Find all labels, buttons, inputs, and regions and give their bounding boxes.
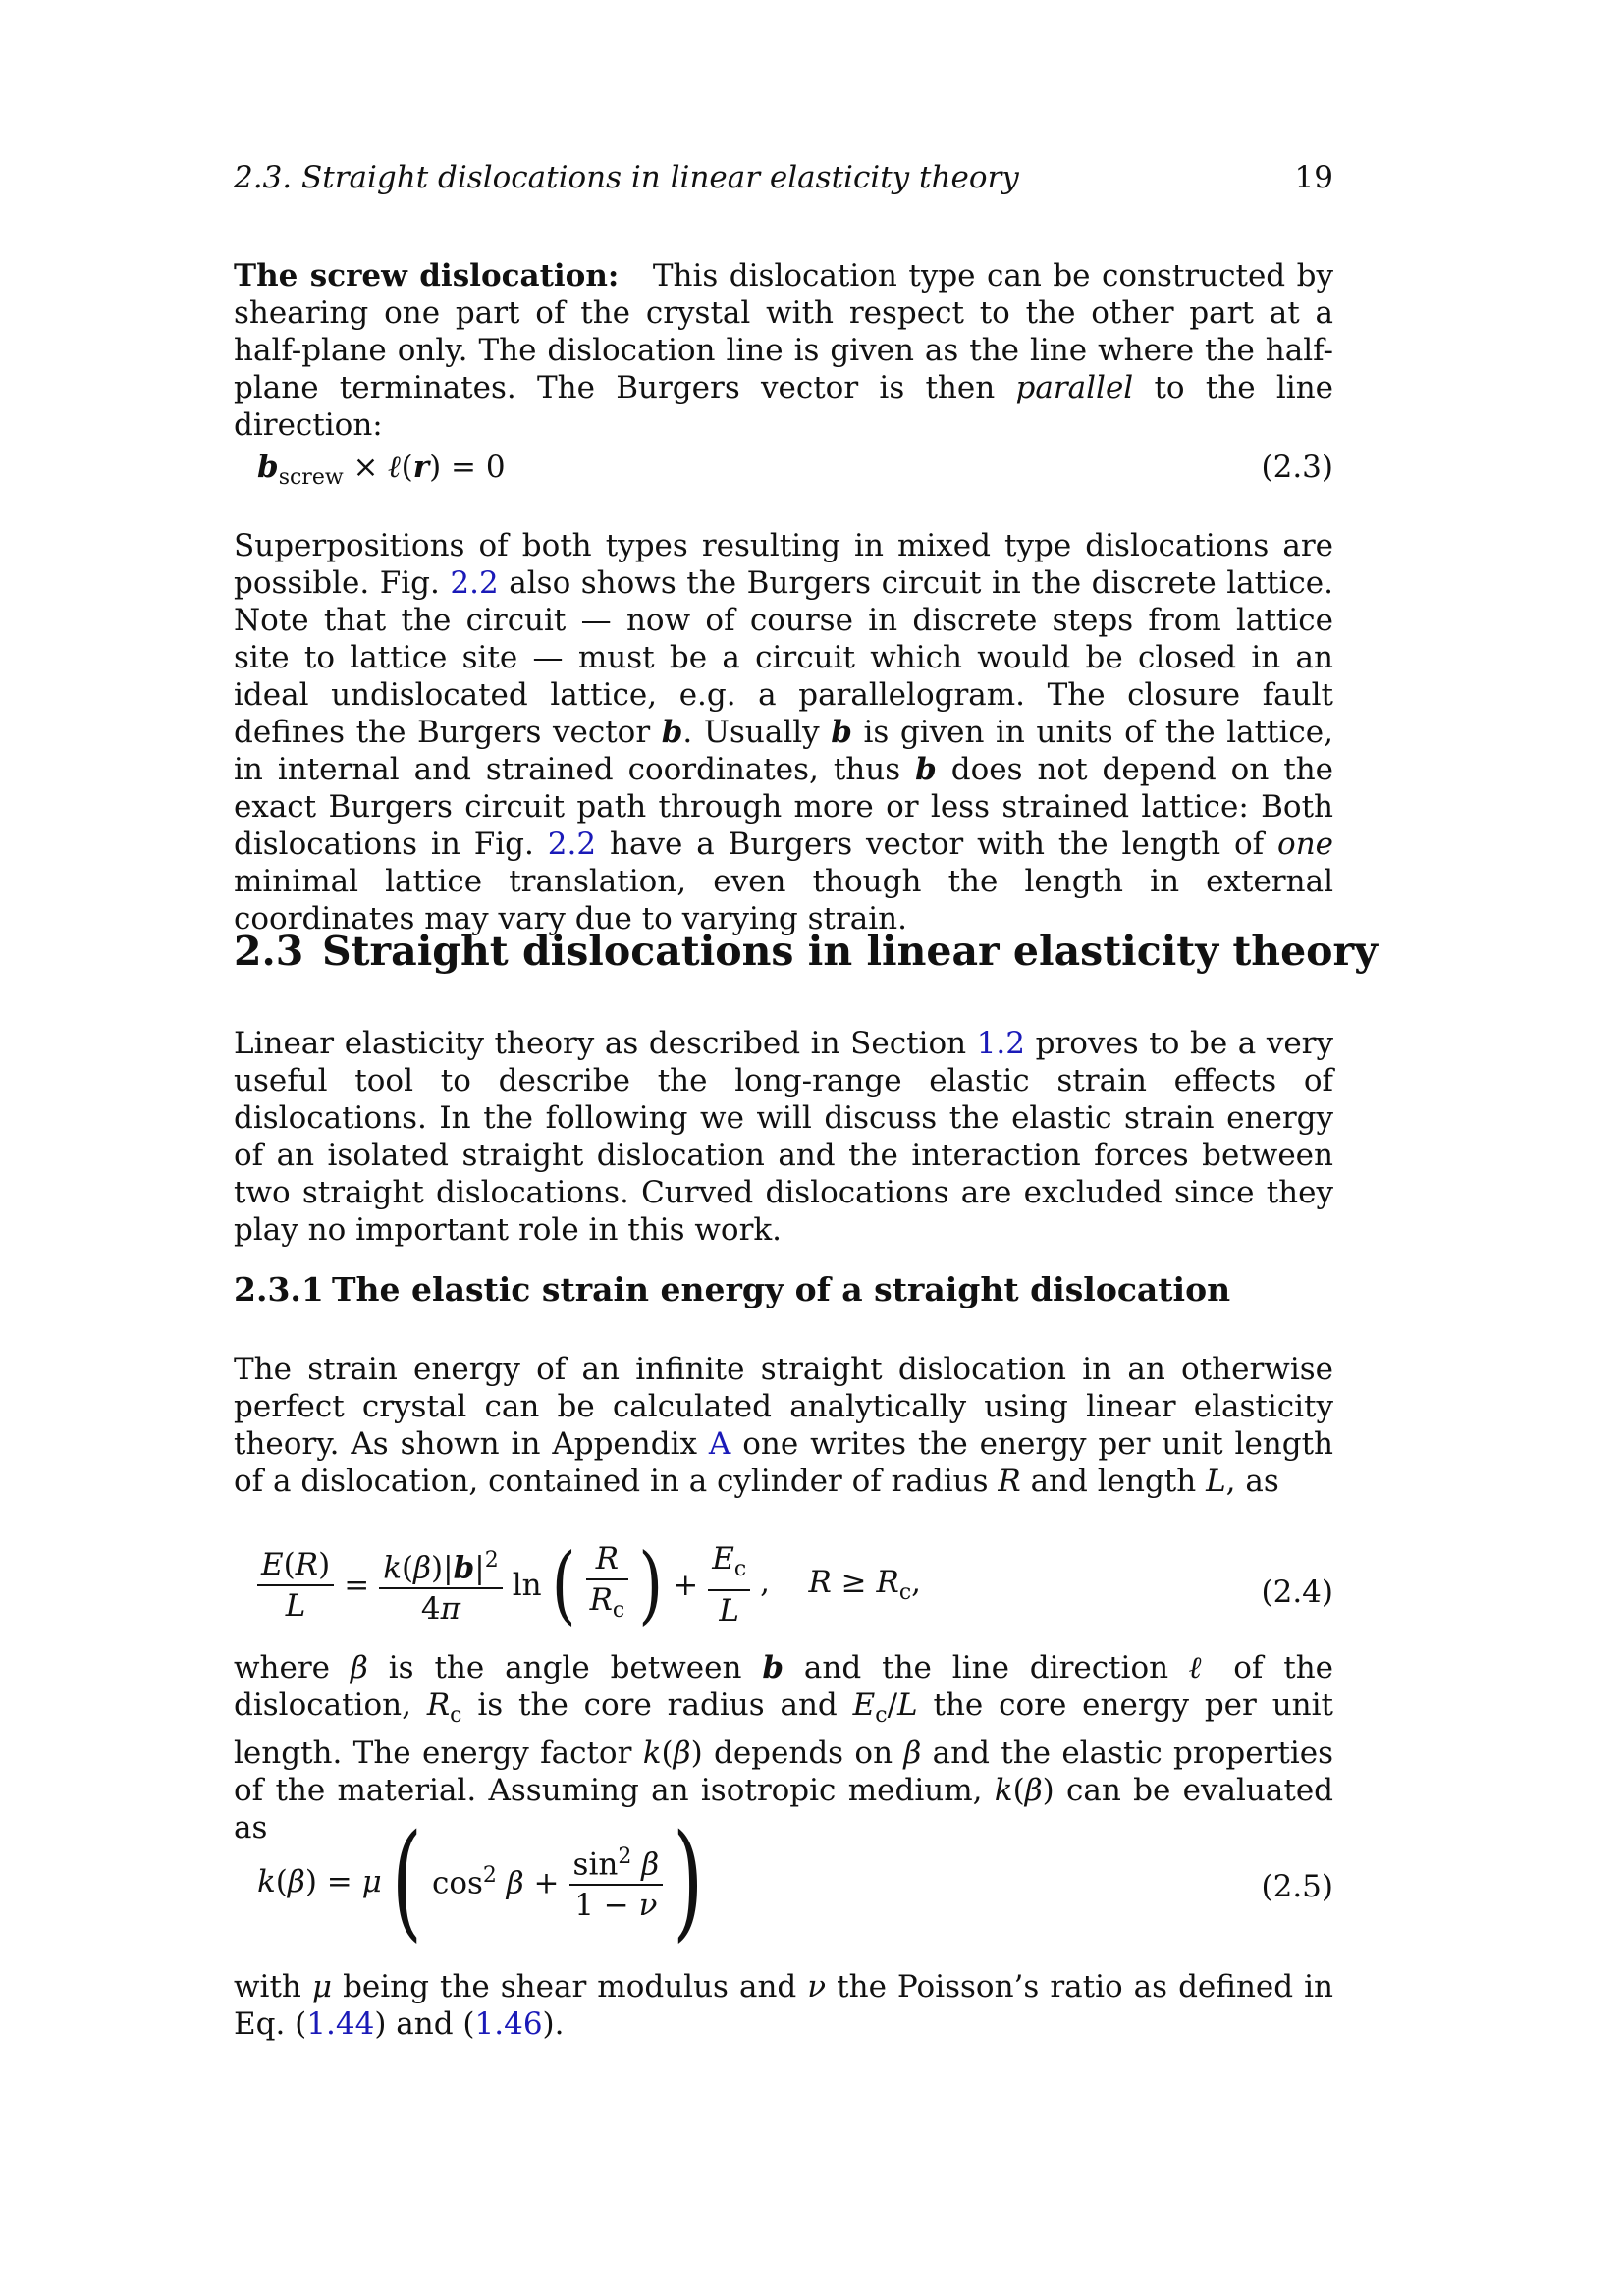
paragraph-text: This dislocation type can be constructed by shearing one part of the crystal with respect to the other part at a half-plane only. The dislocation line is given as the line where the half-plane terminates. The Burgers vector is then [234,258,1334,405]
paragraph-text: where [234,1650,331,1685]
paragraph-text: of the dislocation, [234,1650,1334,1723]
equation-number: (2.3) [1261,450,1333,485]
paragraph-text: the Poisson’s ratio as defined in Eq. ( [234,1969,1333,2042]
paragraph-text: the core energy per unit length. The energy factor [234,1687,1334,1772]
figure-ref-link[interactable]: 2.2 [450,565,499,601]
paragraph-text: depends on [713,1735,893,1772]
paragraph-text: is the angle between [388,1650,742,1685]
paragraph-label: The screw dislocation: [234,258,620,294]
paragraph-text: , as [1225,1464,1279,1499]
paragraph-text: and the elastic properties of the material. Assuming an isotropic medium, [234,1735,1333,1809]
running-header [234,160,1333,203]
equation-ref-link[interactable]: 1.46 [474,2006,543,2042]
paragraph-text: does not depend on the exact Burgers circuit path through more or less strained lattice: Both dislocations in Fig. [234,752,1334,862]
section-ref-link[interactable]: 1.2 [976,1026,1025,1061]
figure-ref-link[interactable]: 2.2 [547,827,597,862]
paragraph-text: ). [542,2006,565,2042]
equation-number: (2.5) [1261,1869,1333,1904]
equation-2-3: $b_{screw}$ × ℓ(r) = 0 (2.3) [257,450,1333,491]
paragraph-text: ) and ( [374,2006,475,2042]
emphasis-text: one [1277,827,1334,862]
paragraph-text: Superpositions of both types resulting in mixed type dislocations are possible. Fig. [234,528,1333,601]
paragraph-text: also shows the Burgers circuit in the discrete lattice. Note that the circuit — now of course in discrete steps from lattice site to lattice site — must be a circuit which would be closed in an ideal undislocated lattice, e.g. a parallelogram. The closure fault defines the Burgers vector [234,565,1333,750]
section-heading [234,928,1378,975]
equation-2-4: $\frac{E(R)}{L}$ = $\frac{k(\beta)|b|^2}{4\pi}$ ln ( $\frac{R}{R_c}$ ) + $\frac{E_c}{L}$ , $R \ge R_c$, (2.4) [257,1539,1333,1630]
subsection-heading [234,1270,1230,1308]
paragraph-text: have a Burgers vector with the length of [610,827,1265,862]
paragraph-text: proves to be a very useful tool to describe the long-range elastic strain effects of dislocations. In the following we will discuss the elastic strain energy of an isolated straight dislocation and the interaction forces between two straight dislocations. Curved dislocations are excluded since they play no important role in this work. [234,1026,1334,1248]
paragraph-text: can be evaluated as [234,1773,1334,1846]
paragraph-text: Linear elasticity theory as described in Section [234,1026,967,1061]
appendix-ref-link[interactable]: A [708,1426,731,1462]
paragraph-text: minimal lattice translation, even though the length in external coordinates may vary due to varying strain. [234,864,1333,936]
paragraph-text: is the core radius and [477,1687,838,1723]
equation-2-5: k(β) = μ ( $\cos^2 \beta$ + $\frac{\sin^2 \beta}{1 - \nu}$ ) (2.5) [257,1807,1333,1954]
paragraph-text: . Usually [682,715,820,750]
header-title: 2.3. Straight dislocations in linear elasticity theory [234,160,1019,195]
equation-number: (2.4) [1261,1575,1333,1610]
paragraph-linear-elasticity [234,1025,1333,1249]
paragraph-text: is given in units of the lattice, in internal and strained coordinates, thus [234,715,1333,787]
equation-ref-link[interactable]: 1.44 [306,2006,375,2042]
paragraph-text: with [234,1969,301,2004]
emphasis-text: parallel [1015,370,1134,405]
paragraph-text: and the line direction [803,1650,1169,1685]
paragraph-screw-dislocation [234,257,1333,444]
paragraph-text: one writes the energy per unit length of a dislocation, contained in a cylinder of radius [234,1426,1334,1499]
paragraph-superpositions: Superpositions of both types resulting in mixed type dislocations are possible. Fig. 2.2 also shows the Burgers circuit in the discrete lattice. Note that the circuit — now of course in discrete steps from lattice site to lattice site — must be a circuit which would be closed in an ideal undislocated lattice, e.g. a parallelogram. The closure fault defines the Burgers vector b. Usually b is given in units of the lattice, in internal and strained coordinates, thus b does not depend on the exact Burgers circuit path through more or less strained lattice: Both dislocations in Fig. 2.2 have a Burgers vector with the length of one minimal lattice translation, even though the length in external coordinates may vary due to varying strain. [234,528,1334,936]
paragraph-shear-modulus: with μ being the shear modulus and ν the Poisson’s ratio as defined in Eq. (1.44) and (1.46). [234,1969,1333,2042]
paragraph-beta-definition: where β is the angle between b and the line direction ℓ of the dislocation, $R_c$ is the core radius and $E_c/L$ the core energy per unit length. The energy factor k(β) depends on β and the elastic properties of the material. Assuming an isotropic medium, k(β) can be evaluated as [234,1650,1334,1846]
subsection-number: 2.3.1 [234,1270,324,1308]
section-number: 2.3 [234,928,304,975]
section-title: Straight dislocations in linear elasticity theory [322,928,1378,975]
paragraph-text: The strain energy of an infinite straight dislocation in an otherwise perfect crystal can be calculated analytically using linear elasticity theory. As shown in Appendix [234,1352,1333,1462]
paragraph-text: being the shear modulus and [343,1969,797,2004]
subsection-title: The elastic strain energy of a straight dislocation [332,1270,1231,1308]
paragraph-text: and length [1030,1464,1197,1499]
paragraph-text: to the line direction: [234,370,1334,443]
page-number: 19 [1294,160,1333,195]
paragraph-strain-energy: The strain energy of an infinite straight dislocation in an otherwise perfect crystal can be calculated analytically using linear elasticity theory. As shown in Appendix A one writes the energy per unit length of a dislocation, contained in a cylinder of radius R and length L, as [234,1352,1334,1499]
